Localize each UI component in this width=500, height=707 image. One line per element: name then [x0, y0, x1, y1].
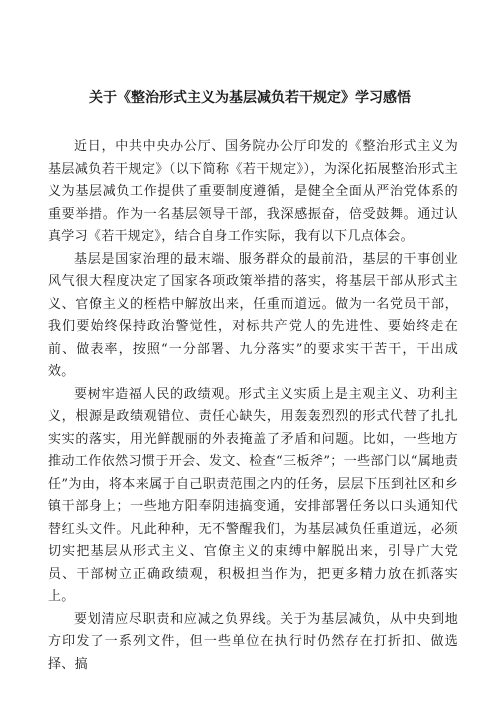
document-body: [48, 136, 458, 676]
paragraph-performance-view: 要树牢造福人民的政绩观。形式主义实质上是主观主义、功利主义，根源是政绩观错位、责任心缺失，用轰轰烈烈的形式代替了扎扎实实的落实，用光鲜靓丽的外表掩盖了矛盾和问题。比如，一些地方推动工作依然习惯于开会、发文、检查“三板斧”；一些部门以“属地责任”为由，将本来属于自己职责范围之内的任务，层层下压到社区和乡镇干部身上；一些地方阳奉阴违搞变通，安排部署任务以口头通知代替红头文件。凡此种种，无不警醒我们，为基层减负任重道远，必须切实把基层从形式主义、官僚主义的束缚中解脱出来，引导广大党员、干部树立正确政绩观，积极担当作为，把更多精力放在抓落实上。: [48, 386, 458, 604]
paragraph-intro: 近日，中共中央办公厅、国务院办公厅印发的《整治形式主义为基层减负若干规定》（以下简称《若干规定》），为深化拓展整治形式主义为基层减负工作提供了重要制度遵循，是健全全面从严治党体系的重要举措。作为一名基层领导干部，我深感振奋，倍受鼓舞。通过认真学习《若干规定》，结合自身工作实际，我有以下几点体会。: [48, 139, 458, 244]
paragraph-grassroots: 基层是国家治理的最末端、服务群众的最前沿，基层的干事创业风气很大程度决定了国家各项政策举措的落实，将基层干部从形式主义、官僚主义的桎梏中解放出来，任重而道远。做为一名党员干部，我们要始终保持政治警觉性，对标共产党人的先进性、要始终走在前、做表率，按照“一分部署、九分落实”的要求实干苦干，干出成效。: [48, 251, 458, 379]
paragraph-responsibility-boundary: 要划清应尽职责和应减之负界线。关于为基层减负，从中央到地方印发了一系列文件，但一些单位在执行时仍然存在打折扣、做选择、搞: [48, 611, 458, 672]
document-title: 关于《整治形式主义为基层减负若干规定》学习感悟: [89, 90, 411, 106]
